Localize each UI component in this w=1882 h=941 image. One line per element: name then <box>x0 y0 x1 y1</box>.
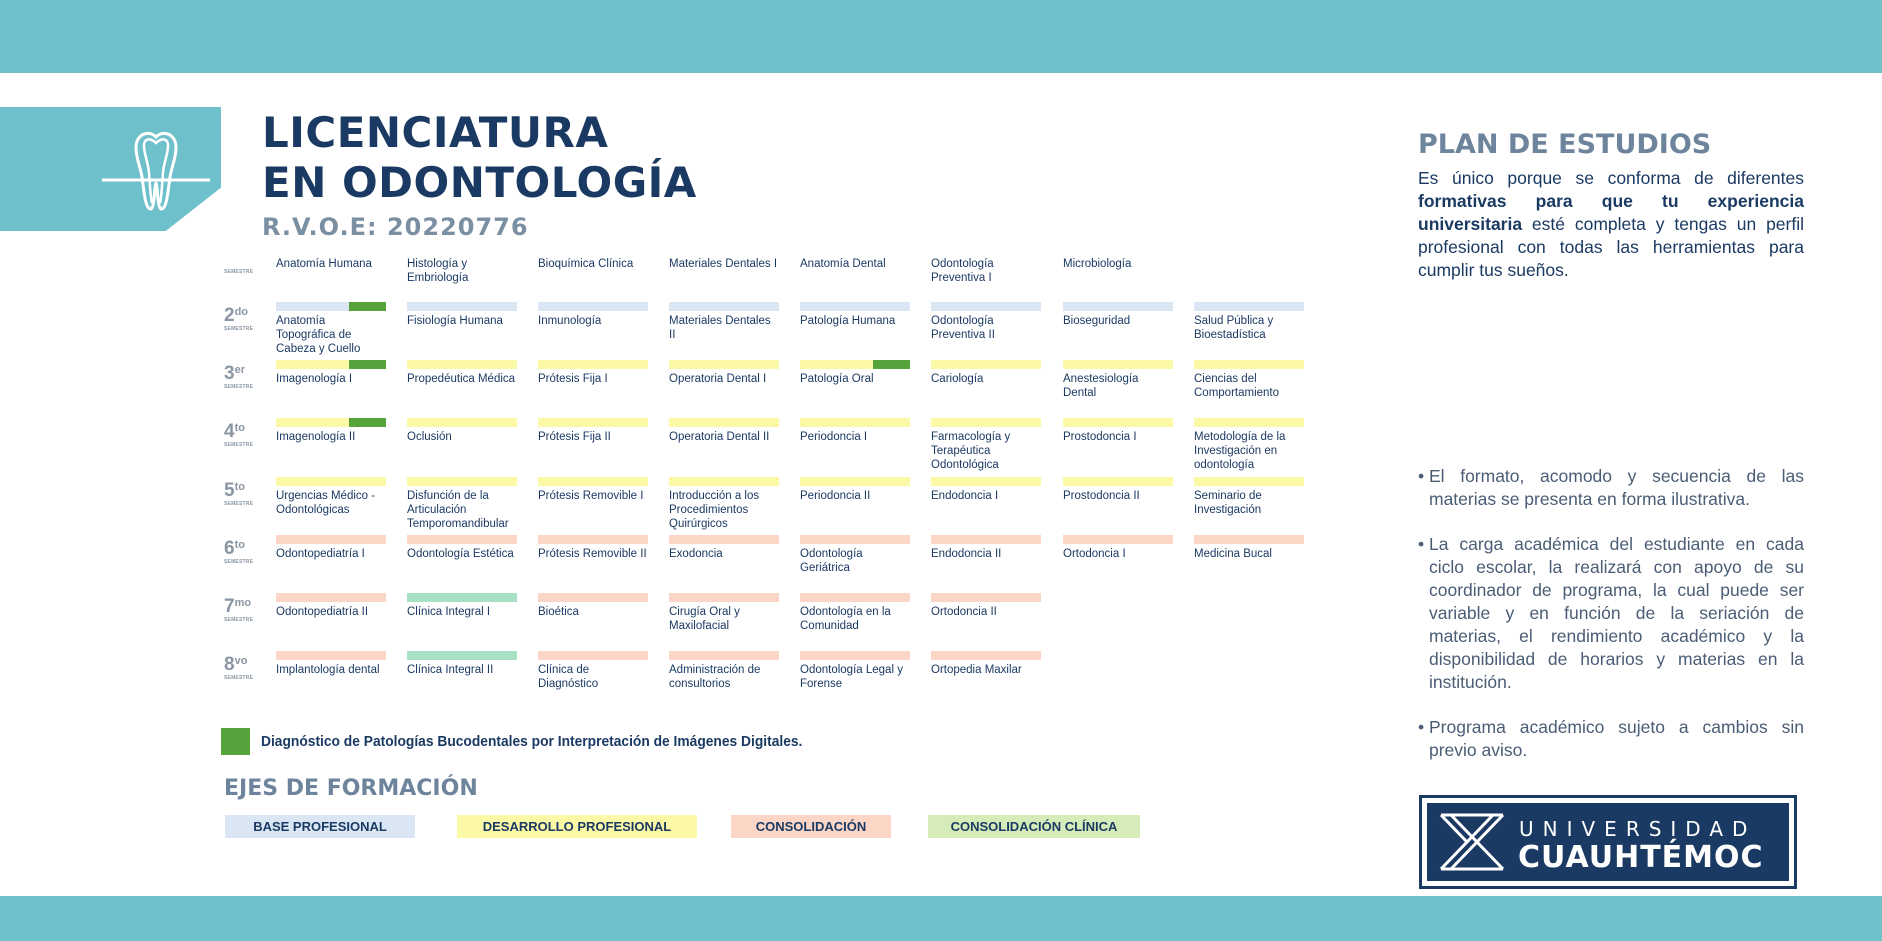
course-cell <box>931 535 1041 561</box>
course-axis-bar <box>800 418 910 427</box>
course-cell <box>276 535 386 561</box>
course-cell <box>931 651 1041 677</box>
course-axis-bar <box>1063 477 1173 486</box>
course-axis-bar <box>276 360 386 369</box>
course-name: Clínica Integral I <box>407 606 491 618</box>
course-cell <box>407 360 517 386</box>
bottom-band <box>0 896 1882 941</box>
course-name: Cariología <box>931 373 984 385</box>
course-axis-bar <box>931 477 1041 486</box>
course-name: Endodoncia II <box>931 548 1002 560</box>
ejes-title: EJES DE FORMACIÓN <box>224 776 478 801</box>
course-cell <box>276 593 386 619</box>
eje-desarrollo-profesional: DESARROLLO PROFESIONAL <box>457 815 697 838</box>
course-cell <box>276 302 386 356</box>
course-name: Prótesis Fija II <box>538 431 611 443</box>
eje-consolidacion-clinica: CONSOLIDACIÓN CLÍNICA <box>928 815 1140 838</box>
course-cell <box>669 302 779 342</box>
course-name: Materiales Dentales I <box>669 258 778 270</box>
course-name: Odontología en la Comunidad <box>800 606 891 632</box>
course-cell <box>1194 535 1304 561</box>
course-axis-bar <box>669 302 779 311</box>
course-cell <box>1063 535 1173 561</box>
course-name: Introducción a los Procedimientos Quirúrgicos <box>669 490 760 530</box>
course-name: Prótesis Removible I <box>538 490 644 502</box>
course-name: Salud Pública y Bioestadística <box>1194 315 1274 341</box>
course-axis-bar <box>407 593 517 602</box>
semester-caption: SEMESTRE <box>224 269 254 275</box>
course-name: Prótesis Removible II <box>538 548 647 560</box>
legend-green-swatch <box>221 728 250 755</box>
course-name: Odontopediatría I <box>276 548 365 560</box>
legend-green-text: Diagnóstico de Patologías Bucodentales por Interpretación de Imágenes Digitales. <box>261 733 803 750</box>
course-axis-bar <box>538 302 648 311</box>
course-cell <box>931 593 1041 619</box>
course-cell <box>276 651 386 677</box>
course-cell <box>800 302 910 328</box>
course-axis-bar <box>1063 360 1173 369</box>
course-axis-bar <box>538 651 648 660</box>
course-name: Ortodoncia I <box>1063 548 1126 560</box>
semester-number: $5^{to}$ <box>224 480 245 501</box>
course-cell <box>1194 302 1304 342</box>
course-axis-bar <box>669 593 779 602</box>
semester-label <box>224 478 264 507</box>
note-item: • El formato, acomodo y secuencia de las materias se presenta en forma ilustrativa. <box>1418 465 1804 511</box>
course-axis-bar <box>1063 418 1173 427</box>
course-name: Periodoncia II <box>800 490 871 502</box>
course-cell <box>800 477 910 503</box>
eje-consolidacion: CONSOLIDACIÓN <box>731 815 891 838</box>
course-cell <box>669 477 779 531</box>
course-axis-bar <box>276 535 386 544</box>
course-cell <box>931 302 1041 342</box>
course-cell <box>1063 302 1173 328</box>
title-line-1: LICENCIATURA <box>262 108 609 157</box>
semester-caption: SEMESTRE <box>224 501 254 507</box>
course-cell <box>407 593 517 619</box>
course-name: Propedéutica Médica <box>407 373 516 385</box>
course-axis-bar <box>538 360 648 369</box>
course-name: Histología y Embriología <box>407 258 469 284</box>
course-axis-bar <box>276 418 386 427</box>
course-name: Ciencias del Comportamiento <box>1194 373 1280 399</box>
course-cell <box>1063 418 1173 444</box>
imaging-accent-marker <box>349 360 386 369</box>
course-axis-bar <box>800 535 910 544</box>
semester-label <box>224 419 264 448</box>
plan-text-a: Es único porque se conforma de diferentes <box>1418 168 1804 188</box>
course-cell <box>800 360 910 386</box>
course-cell <box>538 302 648 328</box>
course-name: Seminario de Investigación <box>1194 490 1262 516</box>
course-cell <box>800 651 910 691</box>
course-name: Odontología Estética <box>407 548 514 560</box>
course-name: Odontopediatría II <box>276 606 369 618</box>
course-axis-bar <box>800 360 910 369</box>
course-axis-bar <box>800 593 910 602</box>
semester-caption: SEMESTRE <box>224 559 254 565</box>
semester-caption: SEMESTRE <box>224 617 254 623</box>
course-name: Anatomía Humana <box>276 258 372 270</box>
course-axis-bar <box>1194 360 1304 369</box>
course-name: Patología Humana <box>800 315 896 327</box>
plan-description <box>1418 167 1804 282</box>
course-cell <box>800 535 910 575</box>
semester-caption: SEMESTRE <box>224 384 254 390</box>
eje-base-profesional: BASE PROFESIONAL <box>225 815 415 838</box>
course-cell <box>1194 418 1304 472</box>
course-name: Imagenología II <box>276 431 356 443</box>
plan-text-bold: formativas para que tu experiencia universitaria <box>1418 191 1804 234</box>
course-cell <box>538 651 648 691</box>
course-name: Endodoncia I <box>931 490 999 502</box>
course-cell <box>931 418 1041 472</box>
course-axis-bar <box>407 477 517 486</box>
course-name: Bioética <box>538 606 579 618</box>
course-cell <box>276 360 386 386</box>
course-axis-bar <box>931 651 1041 660</box>
semester-number: $4^{to}$ <box>224 421 245 442</box>
course-axis-bar <box>669 418 779 427</box>
semester-number: $8^{vo}$ <box>224 654 248 675</box>
course-name: Implantología dental <box>276 664 380 676</box>
course-cell <box>1063 477 1173 503</box>
course-name: Prostodoncia I <box>1063 431 1137 443</box>
logo-line-2: CUAUHTÉMOC <box>1518 840 1764 875</box>
course-axis-bar <box>407 360 517 369</box>
note-item: • Programa académico sujeto a cambios sin previo aviso. <box>1418 716 1804 762</box>
semester-number: $7^{mo}$ <box>224 596 252 617</box>
tooth-badge <box>0 107 221 231</box>
imaging-accent-marker <box>349 418 386 427</box>
course-cell <box>538 593 648 619</box>
course-name: Odontología Preventiva II <box>931 315 995 341</box>
rvoe-number: R.V.O.E: 20220776 <box>262 213 529 241</box>
course-name: Anatomía Topográfica de Cabeza y Cuello <box>276 315 361 355</box>
course-axis-bar <box>931 302 1041 311</box>
course-axis-bar <box>669 477 779 486</box>
semester-caption: SEMESTRE <box>224 442 254 448</box>
course-cell <box>407 477 517 531</box>
course-cell <box>669 360 779 386</box>
course-name: Operatoria Dental II <box>669 431 770 443</box>
course-cell <box>538 418 648 444</box>
course-cell <box>931 257 1041 285</box>
course-axis-bar <box>538 477 648 486</box>
semester-label <box>224 361 264 390</box>
semester-caption: SEMESTRE <box>224 675 254 681</box>
course-cell <box>669 418 779 444</box>
course-cell <box>538 257 648 271</box>
course-axis-bar <box>800 651 910 660</box>
course-name: Ortopedia Maxilar <box>931 664 1022 676</box>
course-axis-bar <box>800 302 910 311</box>
course-name: Odontología Preventiva I <box>931 258 994 284</box>
course-cell <box>407 651 517 677</box>
course-cell <box>669 535 779 561</box>
tooth-icon <box>100 125 212 217</box>
course-axis-bar <box>538 535 648 544</box>
course-name: Clínica Integral II <box>407 664 494 676</box>
title-line-2: EN ODONTOLOGÍA <box>262 158 697 207</box>
course-axis-bar <box>276 477 386 486</box>
course-name: Administración de consultorios <box>669 664 761 690</box>
course-name: Patología Oral <box>800 373 874 385</box>
course-name: Urgencias Médico -Odontológicas <box>276 490 376 516</box>
course-cell <box>1063 360 1173 400</box>
course-axis-bar <box>931 535 1041 544</box>
course-name: Ortodoncia II <box>931 606 997 618</box>
course-axis-bar <box>407 535 517 544</box>
page-title <box>262 108 697 208</box>
course-cell <box>931 360 1041 386</box>
semester-caption: SEMESTRE <box>224 326 254 332</box>
course-axis-bar <box>669 535 779 544</box>
semester-number: $6^{to}$ <box>224 538 245 559</box>
course-axis-bar <box>931 360 1041 369</box>
course-cell <box>407 257 517 285</box>
course-name: Materiales Dentales II <box>669 315 771 341</box>
course-cell <box>407 535 517 561</box>
course-cell <box>1063 257 1173 271</box>
course-axis-bar <box>276 593 386 602</box>
course-cell <box>276 418 386 444</box>
course-name: Bioseguridad <box>1063 315 1131 327</box>
course-axis-bar <box>931 418 1041 427</box>
semester-label <box>224 594 264 623</box>
imaging-accent-marker <box>873 360 910 369</box>
imaging-accent-marker <box>349 302 386 311</box>
course-cell <box>538 477 648 503</box>
course-name: Imagenología I <box>276 373 353 385</box>
course-axis-bar <box>1194 535 1304 544</box>
course-axis-bar <box>276 651 386 660</box>
course-axis-bar <box>407 302 517 311</box>
course-name: Inmunología <box>538 315 602 327</box>
course-axis-bar <box>1063 302 1173 311</box>
course-name: Cirugía Oral y Maxilofacial <box>669 606 740 632</box>
course-axis-bar <box>407 651 517 660</box>
course-name: Anestesiología Dental <box>1063 373 1139 399</box>
course-name: Oclusión <box>407 431 452 443</box>
semester-label <box>224 303 264 332</box>
course-name: Microbiología <box>1063 258 1132 270</box>
university-logo <box>1419 795 1797 889</box>
course-name: Disfunción de la Articulación Temporomandibular <box>407 490 509 530</box>
course-axis-bar <box>669 651 779 660</box>
course-name: Operatoria Dental I <box>669 373 767 385</box>
top-band <box>0 0 1882 73</box>
course-cell <box>669 651 779 691</box>
course-cell <box>407 418 517 444</box>
course-cell <box>800 418 910 444</box>
course-name: Medicina Bucal <box>1194 548 1272 560</box>
course-name: Exodoncia <box>669 548 723 560</box>
course-cell <box>276 257 386 271</box>
course-name: Prótesis Fija I <box>538 373 608 385</box>
course-cell <box>800 257 910 271</box>
course-axis-bar <box>276 302 386 311</box>
course-name: Anatomía Dental <box>800 258 886 270</box>
course-cell <box>538 535 648 561</box>
course-axis-bar <box>1194 477 1304 486</box>
semester-number: $2^{do}$ <box>224 305 249 326</box>
course-name: Periodoncia I <box>800 431 868 443</box>
course-name: Fisiología Humana <box>407 315 503 327</box>
course-cell <box>800 593 910 633</box>
course-cell <box>669 593 779 633</box>
course-name: Bioquímica Clínica <box>538 258 634 270</box>
course-name: Odontología Geriátrica <box>800 548 863 574</box>
course-cell <box>1194 360 1304 400</box>
course-name: Clínica de Diagnóstico <box>538 664 599 690</box>
course-name: Prostodoncia II <box>1063 490 1140 502</box>
course-axis-bar <box>800 477 910 486</box>
course-name: Odontología Legal y Forense <box>800 664 903 690</box>
course-axis-bar <box>1063 535 1173 544</box>
plan-title: PLAN DE ESTUDIOS <box>1418 129 1712 160</box>
course-axis-bar <box>931 593 1041 602</box>
course-name: Metodología de la Investigación en odontología <box>1194 431 1286 471</box>
note-item: • La carga académica del estudiante en cada ciclo escolar, la realizará con apoyo de su coordinador de programa, la cual puede ser variable y en función de la seriación de materias, el rendimiento académico y la disponibilidad de horarios y materias en la institución. <box>1418 533 1804 694</box>
course-axis-bar <box>538 418 648 427</box>
semester-label <box>224 652 264 681</box>
course-name: Farmacología y Terapéutica Odontológica <box>931 431 1011 471</box>
course-axis-bar <box>1194 418 1304 427</box>
course-axis-bar <box>538 593 648 602</box>
semester-number: 3er <box>224 363 245 384</box>
university-logo-icon <box>1437 809 1507 875</box>
course-axis-bar <box>407 418 517 427</box>
plan-text-b: esté completa y tengas un perfil profesional con todas las herramientas para cumplir tus sueños. <box>1418 214 1804 280</box>
notes-list <box>1418 465 1804 784</box>
logo-line-1: UNIVERSIDAD <box>1519 817 1757 841</box>
course-cell <box>276 477 386 517</box>
semester-label <box>224 536 264 565</box>
course-cell <box>669 257 779 271</box>
course-cell <box>538 360 648 386</box>
course-axis-bar <box>669 360 779 369</box>
course-cell <box>1194 477 1304 517</box>
course-axis-bar <box>1194 302 1304 311</box>
course-cell <box>407 302 517 328</box>
course-cell <box>931 477 1041 503</box>
